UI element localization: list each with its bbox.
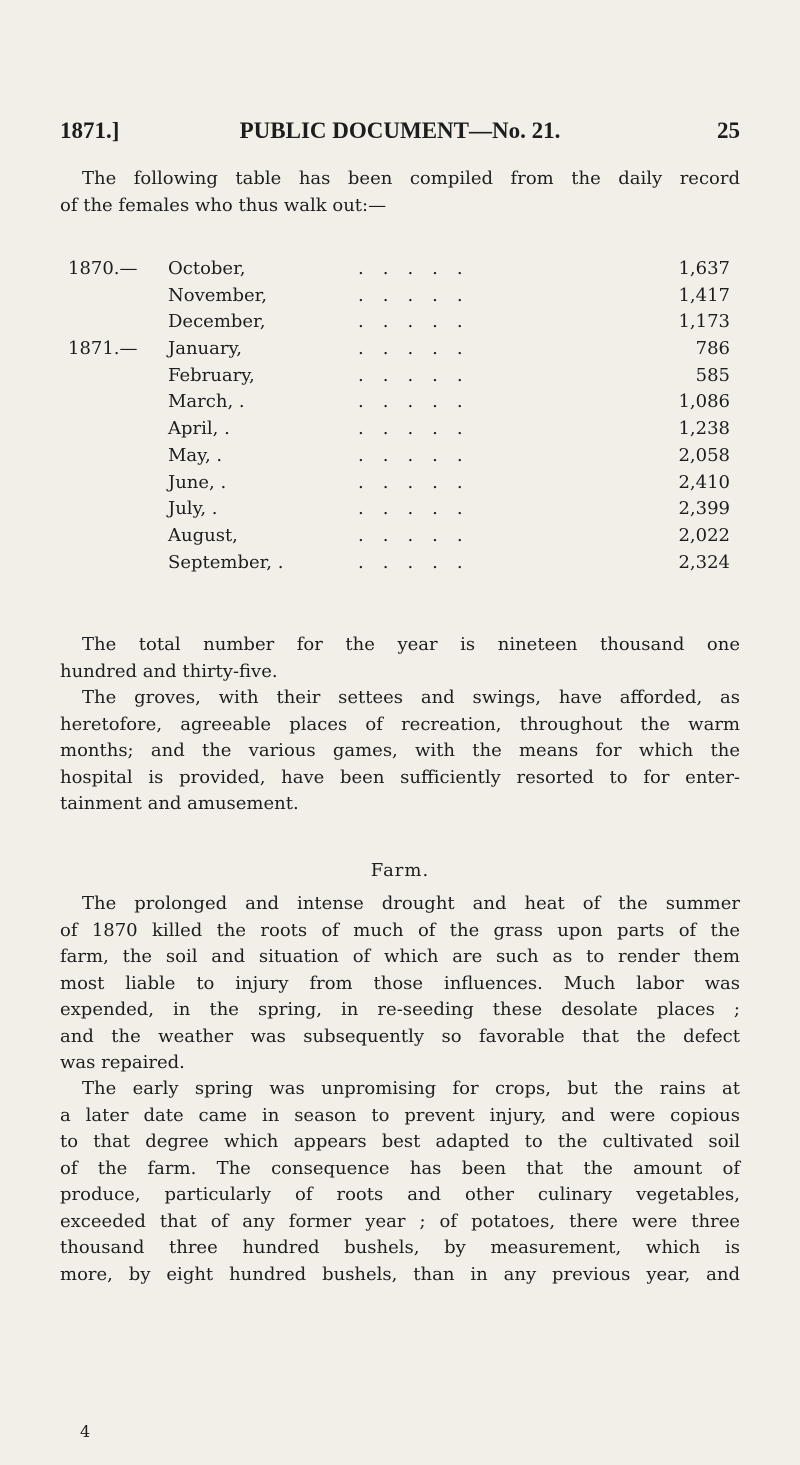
table-row — [68, 309, 740, 336]
text-line: exceeded that of any former year ; of potatoes, there were three — [60, 1210, 740, 1232]
text-line: The early spring was unpromising for crops, but the rains at — [82, 1078, 740, 1099]
table-row — [68, 389, 740, 416]
month-label: October, — [168, 258, 246, 279]
text-line: hospital is provided, have been sufficiently resorted to for enter- — [60, 766, 740, 788]
dot-leader: ..... — [358, 284, 482, 306]
text-line: The prolonged and intense drought and heat of the summer — [82, 893, 740, 914]
month-label: November, — [168, 284, 267, 306]
text-line: farm, the soil and situation of which are such as to render them — [60, 946, 740, 967]
count-value: 1,173 — [678, 311, 730, 333]
table-row — [68, 363, 740, 390]
dot-leader: ..... — [358, 471, 482, 493]
monthly-walk-table — [68, 256, 740, 576]
count-value: 2,410 — [678, 471, 730, 493]
count-value: 2,324 — [678, 551, 730, 573]
text-line: was repaired. — [60, 1052, 185, 1073]
text-line: The groves, with their settees and swings, have afforded, as — [82, 687, 740, 708]
text-line: months; and the various games, with the means for which the — [60, 740, 740, 761]
intro-paragraph — [60, 166, 740, 219]
dot-leader: ..... — [358, 498, 482, 520]
count-value: 786 — [695, 338, 730, 360]
count-value: 2,022 — [678, 524, 730, 546]
count-value: 2,058 — [678, 444, 730, 466]
year-prefix: 1871.— — [68, 338, 138, 360]
dot-leader: ..... — [358, 338, 482, 360]
text-line: The following table has been compiled from the daily record — [82, 168, 740, 189]
text-line: a later date came in season to prevent injury, and were copious — [60, 1104, 740, 1126]
text-line: and the weather was subsequently so favorable that the defect — [60, 1025, 740, 1047]
farm-paragraph-1 — [60, 891, 740, 1077]
month-label: July, . — [168, 498, 218, 520]
total-paragraph — [60, 632, 740, 685]
signature-mark: 4 — [80, 1422, 91, 1441]
count-value: 2,399 — [678, 498, 730, 520]
farm-paragraph-2 — [60, 1076, 740, 1288]
dot-leader: ..... — [358, 364, 482, 386]
text-line: hundred and thirty-five. — [60, 660, 278, 682]
text-line: The total number for the year is nineteen thousand one — [82, 634, 740, 655]
count-value: 1,417 — [678, 284, 730, 306]
year-prefix: 1870.— — [68, 258, 138, 279]
table-row — [68, 443, 740, 470]
dot-leader: ..... — [358, 391, 482, 413]
dot-leader: ..... — [358, 444, 482, 466]
month-label: December, — [168, 311, 266, 333]
text-line: produce, particularly of roots and other culinary vegetables, — [60, 1184, 740, 1205]
dot-leader: ..... — [358, 551, 482, 573]
header-title: PUBLIC DOCUMENT—No. 21. — [239, 118, 561, 143]
count-value: 1,086 — [678, 391, 730, 413]
table-row — [68, 470, 740, 497]
text-line: more, by eight hundred bushels, than in any previous year, and — [60, 1263, 740, 1285]
text-line: of the females who thus walk out:— — [60, 194, 387, 216]
table-row — [68, 550, 740, 577]
text-line: thousand three hundred bushels, by measurement, which is — [60, 1237, 740, 1258]
dot-leader: ..... — [358, 418, 482, 440]
header-year: 1871.] — [60, 118, 120, 143]
section-heading: Farm. — [370, 860, 430, 881]
text-line: heretofore, agreeable places of recreation, throughout the warm — [60, 713, 740, 735]
month-label: September, . — [168, 551, 284, 573]
count-value: 1,637 — [678, 258, 730, 279]
count-value: 585 — [695, 364, 730, 386]
text-line: to that degree which appears best adapted to the cultivated soil — [60, 1131, 740, 1152]
groves-paragraph — [60, 685, 740, 818]
text-line: tainment and amusement. — [60, 793, 299, 814]
month-label: March, . — [168, 391, 245, 413]
page-header — [60, 118, 740, 152]
month-label: February, — [168, 364, 255, 386]
count-value: 1,238 — [678, 418, 730, 440]
dot-leader: ..... — [358, 524, 482, 546]
dot-leader: ..... — [358, 311, 482, 333]
page-number: 25 — [717, 118, 740, 143]
table-row — [68, 256, 740, 283]
table-row — [68, 496, 740, 523]
month-label: June, . — [168, 471, 227, 493]
text-line: expended, in the spring, in re-seeding these desolate places ; — [60, 999, 740, 1020]
month-label: August, — [168, 524, 238, 546]
dot-leader: ..... — [358, 258, 482, 279]
table-row — [68, 336, 740, 363]
table-row — [68, 283, 740, 310]
table-row — [68, 416, 740, 443]
text-line: of the farm. The consequence has been that the amount of — [60, 1157, 740, 1179]
text-line: most liable to injury from those influences. Much labor was — [60, 972, 740, 994]
month-label: April, . — [168, 418, 230, 440]
month-label: May, . — [168, 444, 223, 466]
month-label: January, — [168, 338, 242, 360]
text-line: of 1870 killed the roots of much of the grass upon parts of the — [60, 919, 740, 941]
table-row — [68, 523, 740, 550]
